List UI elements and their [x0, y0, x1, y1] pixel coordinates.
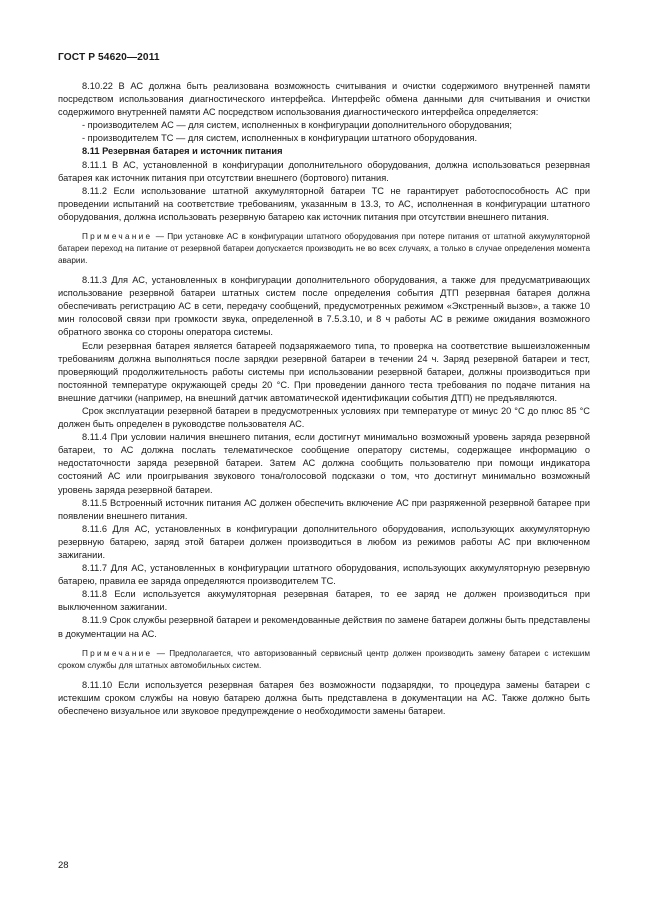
section-heading-8-11: 8.11 Резервная батарея и источник питания [82, 146, 283, 157]
clause-8-11-10: 8.11.10 Если используется резервная батарея без возможности подзарядки, то процедура замены батареи с истекшим сроком службы на новую батарею должна быть представлена в документации на АС. Также должно быть обеспечено визуальное или звуковое предупреждение о необходимости замены батареи. [58, 679, 590, 716]
clause-8-10-22: 8.10.22 В АС должна быть реализована возможность считывания и очистки содержимого внутренней памяти посредством использования диагностического интерфейса. Интерфейс обмена данными для считывания и очистки содержимого внутренней памяти АС посредством использования диагностического интерфейса определяется: [58, 81, 590, 118]
clause-8-11-3: 8.11.3 Для АС, установленных в конфигурации дополнительного оборудования, а также для предусматривающих использование резервной батареи штатных систем после определения события ДТП резервная батарея должна обеспечивать регистрацию АС в сети, передачу сообщений, предусмотренных режимом «Экстренный вызов», а также 10 мин голосовой связи при громкости звука, определенной в 7.5.3.10, и 8 ч работы АС в режиме ожидания возможного обратного звонка со стороны оператора системы. [58, 275, 590, 338]
note-2 [58, 648, 590, 672]
paragraph: Если резервная батарея является батареей подзаряжаемого типа, то проверка на соответствие вышеизложенным требованиям должна выполняться после зарядки резервной батареи в течении 24 ч. Заряд резервной батареи и тест, проверяющий продолжительность работы системы при использовании резервной батареи, должны производиться при постоянной температуре окружающей среды 20 °С. При проведении данного теста требования по подаче питания на внешние датчики (например, на внешний датчик автоматической идентификации события ДТП) не предъявляются. [58, 340, 590, 403]
page-number: 28 [58, 860, 69, 871]
clause-8-11-6: 8.11.6 Для АС, установленных в конфигурации дополнительного оборудования, использующих аккумуляторную резервную батарею, заряд этой батареи должен производиться в любом из режимов работы АС при включенном зажигании. [58, 523, 590, 560]
note-text: — Предполагается, что авторизованный сервисный центр должен производить замену батареи с истекшим сроком службы для штатных автомобильных систем. [58, 648, 590, 670]
clause-8-11-5: 8.11.5 Встроенный источник питания АС должен обеспечить включение АС при разряженной резервной батарее при появлении внешнего питания. [58, 497, 590, 521]
document-body [58, 80, 590, 718]
note-label: Примечание [82, 232, 153, 242]
note-text: — При установке АС в конфигурации штатного оборудования при потере питания от штатной аккумуляторной батареи переход на питание от резервной батареи допускается производить не во всех случаях, а только в случае определения момента аварии. [58, 232, 590, 266]
clause-8-11-7: 8.11.7 Для АС, установленных в конфигурации штатного оборудования, использующих аккумуляторную резервную батарею, правила ее заряда определяются производителем ТС. [58, 563, 590, 587]
clause-8-11-1: 8.11.1 В АС, установленной в конфигурации дополнительного оборудования, должна использоваться резервная батарея как источник питания при отсутствии внешнего (бортового) питания. [58, 159, 590, 183]
clause-8-11-2: 8.11.2 Если использование штатной аккумуляторной батареи ТС не гарантирует работоспособность АС при проведении испытаний на соответствие требованиям, указанным в 13.3, то АС, исполненная в конфигурации штатного оборудования, должна использовать резервную батарею как источник питания при отсутствии внешнего питания. [58, 185, 590, 222]
clause-8-11-8: 8.11.8 Если используется аккумуляторная резервная батарея, то ее заряд не должен производиться при выключенном зажигании. [58, 589, 590, 613]
list-item: - производителем АС — для систем, исполненных в конфигурации дополнительного оборудования; [82, 120, 513, 131]
clause-8-11-4: 8.11.4 При условии наличия внешнего питания, если достигнут минимально возможный уровень заряда резервной батареи, то АС должна послать телематическое сообщение оператору системы, содержащее информацию о недостаточности заряда резервной батареи. Затем АС должна сообщить пользователю при помощи индикатора состояний АС или проигрывания звукового тона/голосовой подсказки о том, что достигнут минимально возможный уровень заряда резервной батареи. [58, 432, 590, 495]
note-1 [58, 231, 590, 267]
list-item: - производителем ТС — для систем, исполненных в конфигурации штатного оборудования. [82, 133, 478, 144]
document-header: ГОСТ Р 54620—2011 [58, 52, 160, 63]
clause-8-11-9: 8.11.9 Срок службы резервной батареи и рекомендованные действия по замене батареи должны быть представлены в документации на АС. [58, 615, 590, 639]
paragraph: Срок эксплуатации резервной батареи в предусмотренных условиях при температуре от минус 20 °С до плюс 85 °С должен быть определен в руководстве пользователя АС. [58, 405, 590, 430]
note-label: Примечание [82, 648, 153, 658]
